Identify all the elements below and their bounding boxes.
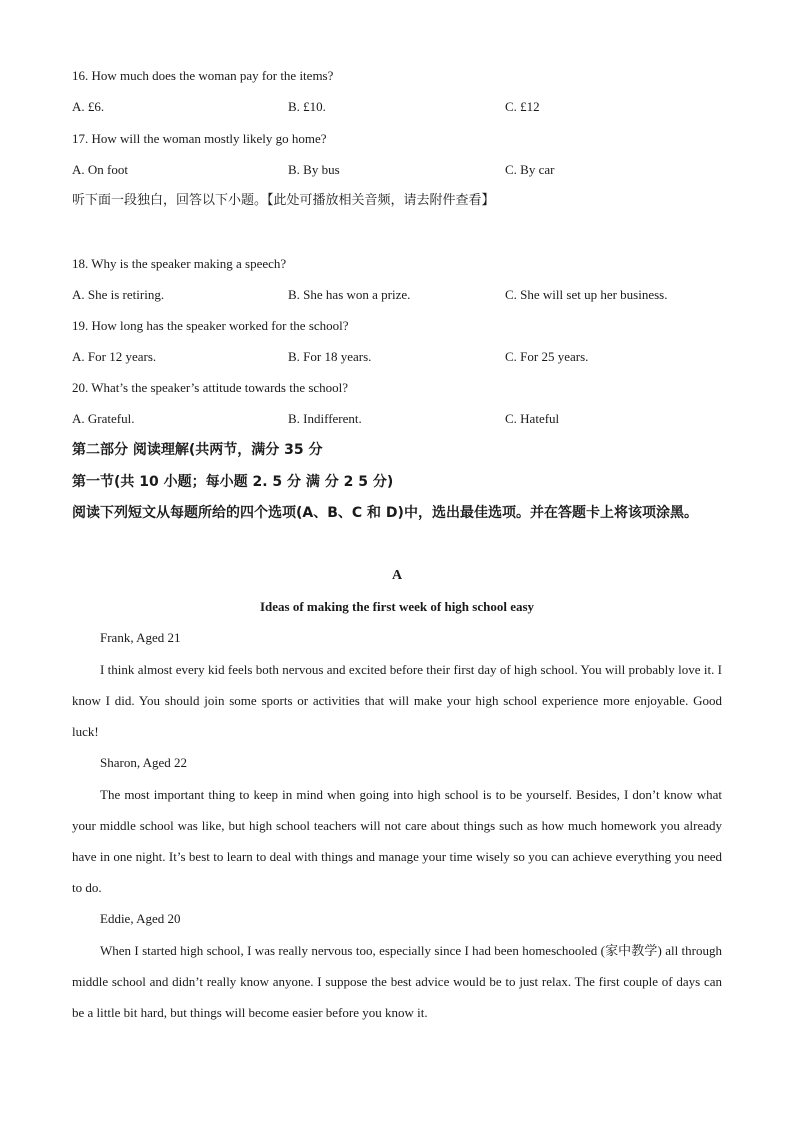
question-19: 19. How long has the speaker worked for the school?	[72, 318, 349, 333]
question-16-options	[72, 99, 722, 115]
q16-option-a: A. £6.	[72, 99, 105, 114]
part-two-title: 第二部分 阅读理解(共两节，满分 35 分	[72, 442, 323, 458]
q19-option-a: A. For 12 years.	[72, 349, 157, 364]
q20-option-c: C. Hateful	[505, 411, 560, 426]
question-17: 17. How will the woman mostly likely go home?	[72, 131, 327, 146]
author-sharon: Sharon, Aged 22	[100, 755, 188, 770]
q19-option-c: C. For 25 years.	[505, 349, 589, 364]
passage-letter: A	[391, 568, 403, 583]
question-19-options	[72, 349, 722, 365]
q19-option-b: B. For 18 years.	[288, 349, 372, 364]
q16-option-c: C. £12	[505, 99, 540, 114]
q18-option-a: A. She is retiring.	[72, 287, 165, 302]
q16-option-b: B. £10.	[288, 99, 326, 114]
question-18: 18. Why is the speaker making a speech?	[72, 256, 287, 271]
passage-title: Ideas of making the first week of high school easy	[259, 599, 535, 614]
q17-option-c: C. By car	[505, 162, 555, 177]
q17-option-a: A. On foot	[72, 162, 128, 177]
passage-paragraph-sharon: The most important thing to keep in mind when going into high school is to be yourself. Besides, I don’t know what your middle school was like, but high school teachers will not care about things such as how much homework you already have in one night. It’s best to learn to deal with things and manage your time wisely so you can achieve everything you need to do.	[72, 787, 722, 895]
q18-option-c: C. She will set up her business.	[505, 287, 668, 302]
author-eddie: Eddie, Aged 20	[100, 911, 181, 926]
question-20: 20. What’s the speaker’s attitude towards the school?	[72, 380, 349, 395]
question-17-options	[72, 162, 722, 178]
passage-paragraph-eddie: When I started high school, I was really nervous too, especially since I had been homeschooled (家中教学) all through middle school and didn’t really know anyone. I suppose the best advice would be to just relax. The first couple of days can be a little bit hard, but things will become easier before you know it.	[72, 943, 722, 1020]
q20-option-b: B. Indifferent.	[288, 411, 362, 426]
question-16: 16. How much does the woman pay for the items?	[72, 68, 334, 83]
question-18-options	[72, 287, 722, 303]
q20-option-a: A. Grateful.	[72, 411, 135, 426]
author-frank: Frank, Aged 21	[100, 630, 181, 645]
q18-option-b: B. She has won a prize.	[288, 287, 411, 302]
monologue-instruction: 听下面一段独白，回答以下小题。【此处可播放相关音频，请去附件查看】	[72, 193, 495, 208]
question-20-options	[72, 411, 722, 427]
passage-paragraph-frank: I think almost every kid feels both nervous and excited before their first day of high school. You will probably love it. I know I did. You should join some sports or activities that will make your high school experience more enjoyable. Good luck!	[72, 662, 722, 739]
section-one-title: 第一节(共 10 小题；每小题 2. 5 分 满 分 2 5 分)	[72, 474, 394, 490]
reading-instruction: 阅读下列短文从每题所给的四个选项(A、B、C 和 D)中，选出最佳选项。并在答题卡上将该项涂黑。	[72, 505, 698, 521]
q17-option-b: B. By bus	[288, 162, 340, 177]
